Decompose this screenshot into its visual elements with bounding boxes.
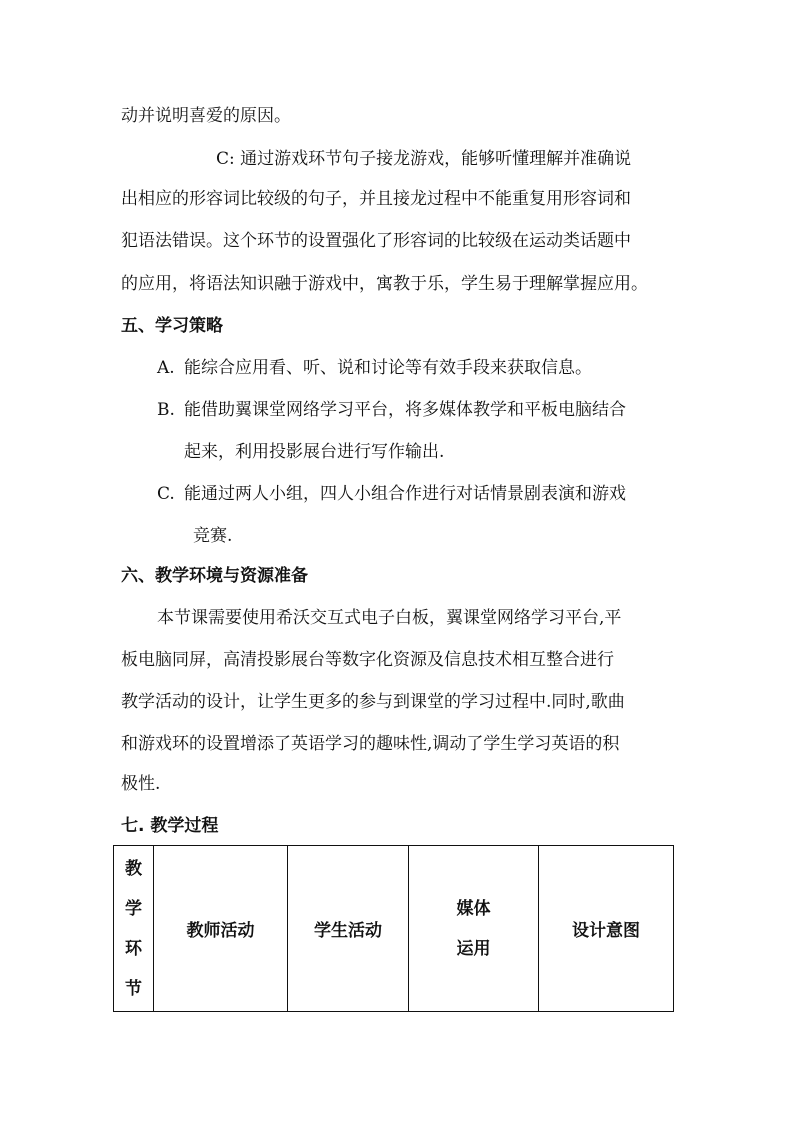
header-char: 学 xyxy=(125,898,142,919)
list-item-text: 能综合应用看、听、说和讨论等有效手段来获取信息。 xyxy=(184,358,592,378)
paragraph-line: 动并说明喜爱的原因。 xyxy=(121,106,291,126)
teaching-process-table xyxy=(113,845,674,1012)
paragraph-line: 和游戏环的设置增添了英语学习的趣味性,调动了学生学习英语的积 xyxy=(121,734,620,754)
list-item-text-continued: 起来，利用投影展台进行写作输出. xyxy=(184,442,445,462)
paragraph-line: 极性. xyxy=(121,774,161,794)
header-char: 教 xyxy=(125,858,142,879)
paragraph-line: C: 通过游戏环节句子接龙游戏，能够听懂理解并准确说 xyxy=(216,149,632,169)
paragraph-line: 教学活动的设计，让学生更多的参与到课堂的学习过程中.同时,歌曲 xyxy=(121,692,625,712)
list-item-label: B. xyxy=(157,400,175,420)
header-char: 环 xyxy=(125,938,142,959)
list-item-label: C. xyxy=(157,484,175,504)
header-char: 节 xyxy=(125,978,142,999)
paragraph-line: 的应用，将语法知识融于游戏中，寓教于乐，学生易于理解掌握应用。 xyxy=(121,274,648,294)
header-design-intent: 设计意图 xyxy=(539,846,674,1012)
paragraph-line: 板电脑同屏，高清投影展台等数字化资源及信息技术相互整合进行 xyxy=(121,650,614,670)
header-media-use xyxy=(409,846,539,1012)
list-item-label: A. xyxy=(157,358,175,378)
header-line: 运用 xyxy=(456,938,491,959)
list-item-text: 能借助翼课堂网络学习平台，将多媒体教学和平板电脑结合 xyxy=(184,400,626,420)
table-header-row xyxy=(114,846,674,1012)
paragraph-line: 出相应的形容词比较级的句子，并且接龙过程中不能重复用形容词和 xyxy=(121,189,631,209)
header-teacher-activity: 教师活动 xyxy=(154,846,288,1012)
list-item-text: 能通过两人小组，四人小组合作进行对话情景剧表演和游戏 xyxy=(184,484,626,504)
section-heading-environment: 六、教学环境与资源准备 xyxy=(121,566,308,586)
section-heading-teaching-process: 七. 教学过程 xyxy=(121,816,219,836)
header-student-activity: 学生活动 xyxy=(288,846,409,1012)
section-heading-learning-strategy: 五、学习策略 xyxy=(121,316,223,336)
header-teaching-stage xyxy=(114,846,154,1012)
paragraph-line: 本节课需要使用希沃交互式电子白板，翼课堂网络学习平台,平 xyxy=(157,608,622,628)
list-item-text-continued: 竞赛. xyxy=(193,526,233,546)
paragraph-line: 犯语法错误。这个环节的设置强化了形容词的比较级在运动类话题中 xyxy=(121,231,631,251)
header-line: 媒体 xyxy=(456,898,491,919)
